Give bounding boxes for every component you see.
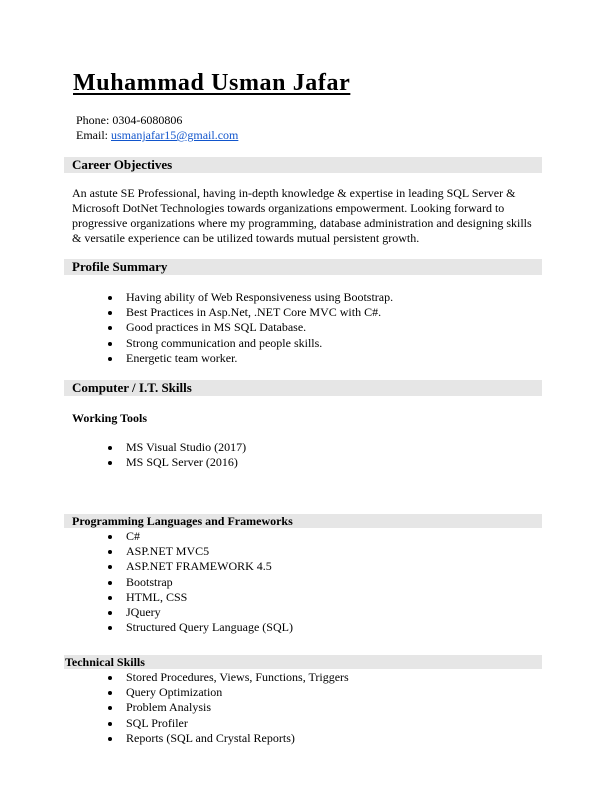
languages-title: Programming Languages and Frameworks	[72, 514, 293, 528]
list-item: Good practices in MS SQL Database.	[108, 320, 393, 335]
list-item: ASP.NET MVC5	[108, 544, 293, 559]
list-item: Problem Analysis	[108, 700, 349, 715]
list-item: Bootstrap	[108, 575, 293, 590]
email-link[interactable]: usmanjafar15@gmail.com	[111, 128, 239, 142]
list-item: Energetic team worker.	[108, 351, 393, 366]
working-tools-list	[108, 440, 246, 470]
email-label: Email:	[76, 128, 111, 142]
profile-summary-list	[108, 290, 393, 366]
list-item: Structured Query Language (SQL)	[108, 620, 293, 635]
languages-list	[108, 529, 293, 635]
working-tools-title: Working Tools	[72, 411, 148, 425]
technical-skills-list	[108, 670, 349, 746]
list-item: MS SQL Server (2016)	[108, 455, 246, 470]
list-item: HTML, CSS	[108, 590, 293, 605]
list-item: Best Practices in Asp.Net, .NET Core MVC with C#.	[108, 305, 393, 320]
candidate-name: Muhammad Usman Jafar	[73, 70, 351, 96]
list-item: JQuery	[108, 605, 293, 620]
skills-section-title: Computer / I.T. Skills	[72, 380, 192, 395]
list-item: Strong communication and people skills.	[108, 336, 393, 351]
list-item: Having ability of Web Responsiveness using Bootstrap.	[108, 290, 393, 305]
email-line	[76, 128, 238, 142]
phone-line	[76, 113, 182, 127]
list-item: MS Visual Studio (2017)	[108, 440, 246, 455]
list-item: Query Optimization	[108, 685, 349, 700]
phone-label: Phone:	[76, 113, 113, 127]
career-section-title: Career Objectives	[72, 157, 173, 172]
list-item: Reports (SQL and Crystal Reports)	[108, 731, 349, 746]
technical-skills-title: Technical Skills	[65, 655, 145, 669]
phone-number: 0304-6080806	[112, 113, 183, 127]
list-item: SQL Profiler	[108, 716, 349, 731]
list-item: Stored Procedures, Views, Functions, Triggers	[108, 670, 349, 685]
list-item: C#	[108, 529, 293, 544]
career-objective-text: An astute SE Professional, having in-depth knowledge & expertise in leading SQL Server & Microsoft DotNet Technologies towards organizations empowerment. Looking forward to progressive organizations where my programming, database administration and designing skills & versatile experience can be utilized towards mutual persistent growth.	[72, 186, 532, 245]
list-item: ASP.NET FRAMEWORK 4.5	[108, 559, 293, 574]
profile-section-title: Profile Summary	[72, 259, 168, 274]
